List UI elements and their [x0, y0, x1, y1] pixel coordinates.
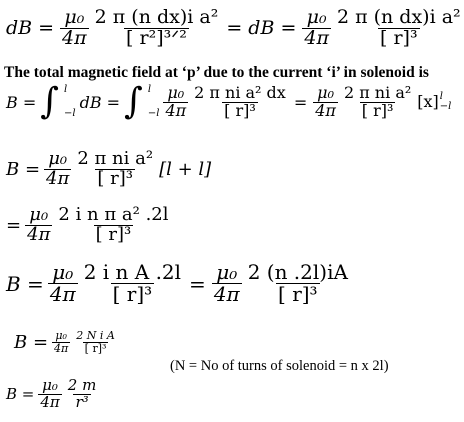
eq2-equals: =: [293, 92, 308, 112]
eq1-main-fraction: $\frac{\text{2 π (n dx)i a²}}{\text{[ r²]³ᐟ²}}$: [94, 6, 219, 49]
integral-limits-2: l −l: [147, 84, 160, 119]
eq1-mu-fraction-2: $\frac{\text{μ₀}}{4\pi}$: [304, 6, 329, 49]
eq3-main-fraction: $\frac{\text{2 π ni a²}}{\text{[ r]³}}$: [77, 148, 154, 189]
eq3-mu-fraction: $\frac{\text{μ₀}}{4\pi}$: [46, 148, 70, 189]
eq5-mu-fraction: $\frac{\text{μ₀}}{4\pi}$: [49, 260, 76, 306]
equation-2: [6, 81, 452, 122]
eq5-mu-fraction-2: $\frac{\text{μ₀}}{4\pi}$: [213, 260, 240, 306]
eq5-main-fraction: $\frac{\text{2 i n A .2l}}{\text{[ r]³}}$: [83, 260, 182, 306]
eq3-tail: [l + l]: [159, 158, 212, 180]
eq4-mu-fraction: $\frac{\text{μ₀}}{4\pi}$: [27, 204, 51, 245]
equation-3: [6, 150, 211, 189]
eq2-lhs: B =: [6, 92, 37, 112]
integral-limits: l −l: [64, 84, 76, 119]
eq1-lhs: dB: [6, 17, 33, 40]
eq2-mu-fraction-2: $\frac{\text{μ₀}}{4\pi}$: [315, 82, 336, 120]
eq6-mu-fraction: $\frac{\text{μ₀}}{4\pi}$: [54, 329, 69, 355]
eq4-main-fraction: $\frac{\text{2 i n π a² .2l}}{\text{[ r]³}}$: [58, 204, 169, 245]
eq7-lhs: B =: [6, 385, 35, 404]
equation-6: [14, 330, 117, 354]
eq7-mu-fraction: $\frac{\text{μ₀}}{4\pi}$: [40, 376, 60, 411]
equation-4: [6, 206, 171, 245]
eq1-main-fraction-2: $\frac{\text{2 π (n dx)i a²}}{\text{[ r]³}}$: [336, 6, 461, 49]
integral-sign: ∫: [40, 81, 60, 122]
eq2-dB: dB =: [79, 92, 121, 112]
eq1-equals: =: [38, 17, 55, 40]
eq2-tail: [x] l −l: [417, 91, 452, 113]
eq3-lhs: B =: [6, 158, 41, 180]
eq1-mu-fraction: $\frac{\text{μ₀}}{4\pi}$: [62, 6, 87, 49]
equation-7: [6, 378, 98, 411]
integral-sign-2: ∫: [124, 81, 143, 122]
equation-1: [6, 8, 463, 49]
eq6-main-fraction: $\frac{\text{2 N i A}}{\text{[ r]³}}$: [76, 329, 115, 355]
body-sentence: The total magnetic field at ‘p’ due to the current ‘i’ in solenoid is: [4, 64, 429, 81]
turns-note: (N = No of turns of solenoid = n x 2l): [170, 358, 389, 374]
eq2-mu-fraction: $\frac{\text{μ₀}}{4\pi}$: [165, 82, 187, 120]
eq4-lhs: =: [6, 214, 22, 236]
eq5-main-fraction-2: $\frac{2 (n .2l)iA}{\text{[ r]³}}$: [247, 260, 348, 306]
eq1-middle: = dB =: [226, 17, 297, 40]
eq2-main-fraction: $\frac{\text{2 π ni a² dx}}{\text{[ r]³}}$: [194, 82, 286, 120]
eq5-equals: =: [189, 271, 206, 296]
eq6-lhs: B =: [14, 331, 49, 353]
eq7-main-fraction: $\frac{2 m}{\text{r³}}$: [67, 376, 97, 411]
equation-5: [6, 262, 350, 305]
eq2-main-fraction-2: $\frac{\text{2 π ni a²}}{\text{[ r]³}}$: [343, 82, 412, 120]
eq5-lhs: B =: [6, 271, 44, 296]
